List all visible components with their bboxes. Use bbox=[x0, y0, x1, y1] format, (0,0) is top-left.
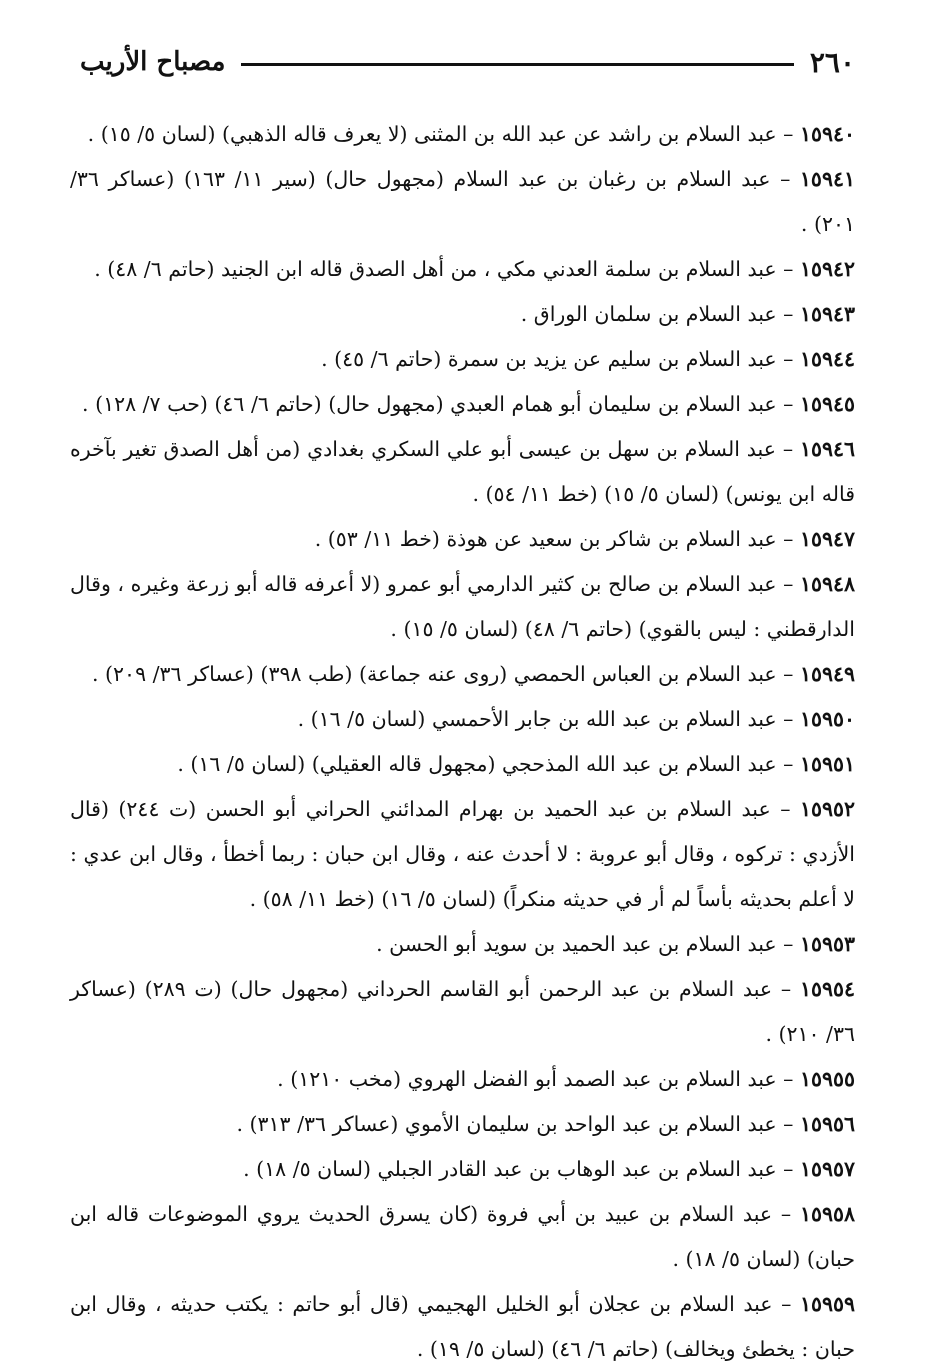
entry: ١٥٩٤٥ – عبد السلام بن سليمان أبو همام العبدي (مجهول حال) (حاتم ٦/ ٤٦) (حب ٧/ ١٢٨) . bbox=[82, 392, 855, 416]
entry: ١٥٩٤٩ – عبد السلام بن العباس الحمصي (روى عنه جماعة) (طب ٣٩٨) (عساكر ٣٦/ ٢٠٩) . bbox=[92, 662, 855, 686]
entry: ١٥٩٤٨ – عبد السلام بن صالح بن كثير الدارمي أبو عمرو (لا أعرفه قاله أبو زرعة وغيره ، وقال الدارقطني : ليس بالقوي) (حاتم ٦/ ٤٨) (لسان ٥/ ١٥) . bbox=[70, 572, 855, 641]
entry-text: عبد السلام بن صالح بن كثير الدارمي أبو عمرو (لا أعرفه قاله أبو زرعة وغيره ، وقال الدارقطني : ليس بالقوي) (حاتم ٦/ ٤٨) (لسان ٥/ ١٥) . bbox=[70, 572, 855, 641]
entry-text: عبد السلام بن عبد الحميد بن بهرام المدائني الحراني أبو الحسن (ت ٢٤٤) (قال الأزدي : تركوه ، وقال أبو عروبة : لا أحدث عنه ، وقال ابن حبان : ربما أخطأ ، وقال ابن عدي : لا أعلم بحديثه بأساً لم أر في حديثه منكراً) (لسان ٥/ ١٦) (خط ١١/ ٥٨) . bbox=[70, 797, 855, 911]
entry: ١٥٩٥١ – عبد السلام بن عبد الله المذحجي (مجهول قاله العقيلي) (لسان ٥/ ١٦) . bbox=[177, 752, 855, 776]
entry-number: ١٥٩٤٣ bbox=[799, 302, 855, 326]
entry-text: عبد السلام بن عجلان أبو الخليل الهجيمي (قال أبو حاتم : يكتب حديثه ، وقال ابن حبان : يخطئ ويخالف) (حاتم ٦/ ٤٦) (لسان ٥/ ١٩) . bbox=[70, 1292, 855, 1361]
entry-text: عبد السلام بن عبيد بن أبي فروة (كان يسرق الحديث يروي الموضوعات قاله ابن حبان) (لسان ٥/ ١٨) . bbox=[70, 1202, 855, 1271]
entry: ١٥٩٤١ – عبد السلام بن رغبان بن عبد السلام (مجهول حال) (سير ١١/ ١٦٣) (عساكر ٣٦/ ٢٠١) . bbox=[70, 167, 855, 236]
entry: ١٥٩٤٢ – عبد السلام بن سلمة العدني مكي ، من أهل الصدق قاله ابن الجنيد (حاتم ٦/ ٤٨) . bbox=[94, 257, 855, 281]
entry-text: عبد السلام بن سليمان أبو همام العبدي (مجهول حال) (حاتم ٦/ ٤٦) (حب ٧/ ١٢٨) . bbox=[82, 392, 777, 416]
page-number: ٢٦٠ bbox=[809, 45, 855, 79]
entry-text: عبد السلام بن عبد الرحمن أبو القاسم الحرداني (مجهول حال) (ت ٢٨٩) (عساكر ٣٦/ ٢١٠) . bbox=[70, 977, 855, 1046]
book-title: مصباح الأريب bbox=[80, 47, 226, 77]
entry-number: ١٥٩٤٤ bbox=[799, 347, 855, 371]
entry-text: عبد السلام بن عبد الواحد بن سليمان الأموي (عساكر ٣٦/ ٣١٣) . bbox=[236, 1112, 777, 1136]
entry-text: عبد السلام بن عبد الله المذحجي (مجهول قاله العقيلي) (لسان ٥/ ١٦) . bbox=[177, 752, 777, 776]
entry-text: عبد السلام بن سلمان الوراق . bbox=[520, 302, 777, 326]
entry-number: ١٥٩٥٣ bbox=[799, 932, 855, 956]
entry-number: ١٥٩٥٨ bbox=[799, 1202, 855, 1226]
entry-number: ١٥٩٥٦ bbox=[799, 1112, 855, 1136]
entry: ١٥٩٥٨ – عبد السلام بن عبيد بن أبي فروة (كان يسرق الحديث يروي الموضوعات قاله ابن حبان) (لسان ٥/ ١٨) . bbox=[70, 1202, 855, 1271]
entry-text: عبد السلام بن رغبان بن عبد السلام (مجهول حال) (سير ١١/ ١٦٣) (عساكر ٣٦/ ٢٠١) . bbox=[70, 167, 855, 236]
entry-number: ١٥٩٤٦ bbox=[799, 437, 855, 461]
entry: ١٥٩٤٠ – عبد السلام بن راشد عن عبد الله بن المثنى (لا يعرف قاله الذهبي) (لسان ٥/ ١٥) . bbox=[87, 122, 855, 146]
header-rule bbox=[241, 63, 793, 66]
entry-text: عبد السلام بن العباس الحمصي (روى عنه جماعة) (طب ٣٩٨) (عساكر ٣٦/ ٢٠٩) . bbox=[92, 662, 777, 686]
entry-number: ١٥٩٤١ bbox=[799, 167, 855, 191]
entry: ١٥٩٤٤ – عبد السلام بن سليم عن يزيد بن سمرة (حاتم ٦/ ٤٥) . bbox=[321, 347, 855, 371]
entry-text: عبد السلام بن راشد عن عبد الله بن المثنى (لا يعرف قاله الذهبي) (لسان ٥/ ١٥) . bbox=[87, 122, 777, 146]
entry-text: عبد السلام بن سلمة العدني مكي ، من أهل الصدق قاله ابن الجنيد (حاتم ٦/ ٤٨) . bbox=[94, 257, 777, 281]
entry-number: ١٥٩٥٧ bbox=[799, 1157, 855, 1181]
entry-number: ١٥٩٥٠ bbox=[799, 707, 855, 731]
entry: ١٥٩٥٢ – عبد السلام بن عبد الحميد بن بهرام المدائني الحراني أبو الحسن (ت ٢٤٤) (قال الأزدي : تركوه ، وقال أبو عروبة : لا أحدث عنه ، وقال ابن حبان : ربما أخطأ ، وقال ابن عدي : لا أعلم بحديثه بأساً لم أر في حديثه منكراً) (لسان ٥/ ١٦) (خط ١١/ ٥٨) . bbox=[70, 797, 855, 911]
entry: ١٥٩٤٧ – عبد السلام بن شاكر بن سعيد عن هوذة (خط ١١/ ٥٣) . bbox=[314, 527, 855, 551]
entry-text: عبد السلام بن سليم عن يزيد بن سمرة (حاتم ٦/ ٤٥) . bbox=[321, 347, 777, 371]
page-header bbox=[80, 42, 855, 82]
entry-number: ١٥٩٥٥ bbox=[799, 1067, 855, 1091]
entry-text: عبد السلام بن عبد الحميد بن سويد أبو الحسن . bbox=[376, 932, 777, 956]
entry-number: ١٥٩٥٩ bbox=[799, 1292, 855, 1316]
entry: ١٥٩٥٣ – عبد السلام بن عبد الحميد بن سويد أبو الحسن . bbox=[376, 932, 855, 956]
entry-text: عبد السلام بن عبد الصمد أبو الفضل الهروي (مخب ١٢١٠) . bbox=[277, 1067, 777, 1091]
entry: ١٥٩٤٣ – عبد السلام بن سلمان الوراق . bbox=[520, 302, 855, 326]
entry-text: عبد السلام بن شاكر بن سعيد عن هوذة (خط ١١/ ٥٣) . bbox=[314, 527, 777, 551]
entry: ١٥٩٥٠ – عبد السلام بن عبد الله بن جابر الأحمسي (لسان ٥/ ١٦) . bbox=[297, 707, 855, 731]
entry-text: عبد السلام بن سهل بن عيسى أبو علي السكري بغدادي (من أهل الصدق تغير بآخره قاله ابن يونس) (لسان ٥/ ١٥) (خط ١١/ ٥٤) . bbox=[70, 437, 855, 506]
entry: ١٥٩٥٦ – عبد السلام بن عبد الواحد بن سليمان الأموي (عساكر ٣٦/ ٣١٣) . bbox=[236, 1112, 855, 1136]
entry: ١٥٩٤٦ – عبد السلام بن سهل بن عيسى أبو علي السكري بغدادي (من أهل الصدق تغير بآخره قاله ابن يونس) (لسان ٥/ ١٥) (خط ١١/ ٥٤) . bbox=[70, 437, 855, 506]
entry-number: ١٥٩٥٤ bbox=[799, 977, 855, 1001]
entry-number: ١٥٩٥٢ bbox=[799, 797, 855, 821]
entry-number: ١٥٩٤٠ bbox=[799, 122, 855, 146]
entries-list bbox=[70, 112, 855, 1372]
entry-number: ١٥٩٤٨ bbox=[799, 572, 855, 596]
entry-number: ١٥٩٤٧ bbox=[799, 527, 855, 551]
entry-number: ١٥٩٤٩ bbox=[799, 662, 855, 686]
entry: ١٥٩٥٩ – عبد السلام بن عجلان أبو الخليل الهجيمي (قال أبو حاتم : يكتب حديثه ، وقال ابن حبان : يخطئ ويخالف) (حاتم ٦/ ٤٦) (لسان ٥/ ١٩) . bbox=[70, 1292, 855, 1361]
entry: ١٥٩٥٧ – عبد السلام بن عبد الوهاب بن عبد القادر الجبلي (لسان ٥/ ١٨) . bbox=[243, 1157, 855, 1181]
entry-text: عبد السلام بن عبد الوهاب بن عبد القادر الجبلي (لسان ٥/ ١٨) . bbox=[243, 1157, 777, 1181]
entry: ١٥٩٥٤ – عبد السلام بن عبد الرحمن أبو القاسم الحرداني (مجهول حال) (ت ٢٨٩) (عساكر ٣٦/ ٢١٠) . bbox=[70, 977, 855, 1046]
entry-number: ١٥٩٤٥ bbox=[799, 392, 855, 416]
entry-number: ١٥٩٥١ bbox=[799, 752, 855, 776]
entry-number: ١٥٩٤٢ bbox=[799, 257, 855, 281]
entry: ١٥٩٥٥ – عبد السلام بن عبد الصمد أبو الفضل الهروي (مخب ١٢١٠) . bbox=[277, 1067, 855, 1091]
entry-text: عبد السلام بن عبد الله بن جابر الأحمسي (لسان ٥/ ١٦) . bbox=[297, 707, 777, 731]
